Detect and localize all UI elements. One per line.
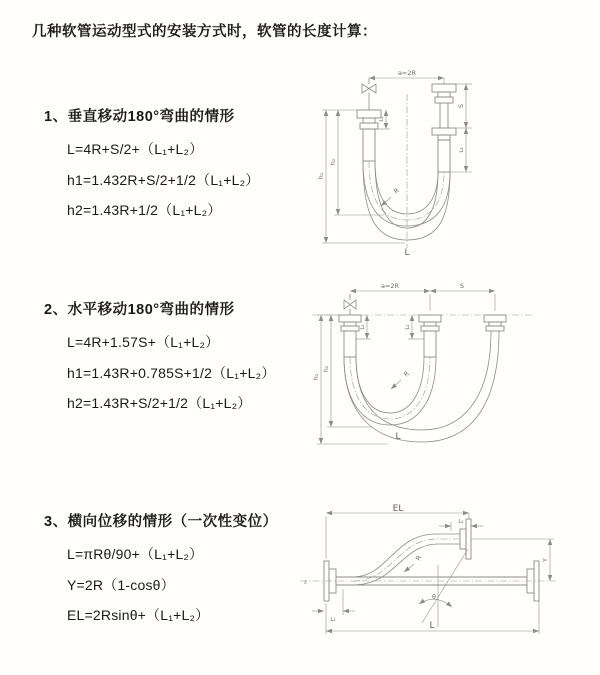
left-flange-assembly bbox=[339, 315, 361, 357]
radius-label: R bbox=[402, 369, 411, 379]
dim-l1-label: L₁ bbox=[379, 116, 385, 122]
dimension-h1 bbox=[312, 315, 388, 444]
dimension-h1 bbox=[317, 110, 405, 243]
radius-label: R bbox=[392, 186, 401, 196]
dim-h2-label: h₂ bbox=[329, 158, 337, 166]
dim-s-label: S bbox=[459, 282, 465, 290]
dimension-y bbox=[471, 539, 554, 581]
dimension-l1 bbox=[375, 110, 390, 129]
dim-l2-label: L₂ bbox=[459, 147, 465, 153]
dimension-l1 bbox=[312, 589, 355, 623]
page-title: 几种软管运动型式的安装方式时，软管的长度计算： bbox=[32, 24, 377, 40]
dim-l2-label: L₂ bbox=[405, 324, 411, 330]
section-lateral-displacement bbox=[44, 510, 278, 631]
left-flange-assembly bbox=[357, 110, 381, 161]
figure-lateral-displacement bbox=[298, 503, 566, 650]
dim-s-label: S bbox=[457, 103, 465, 109]
dimension-l1 bbox=[356, 315, 371, 339]
angle-label: θ bbox=[432, 593, 436, 601]
dim-y-label: Y bbox=[541, 558, 549, 562]
section-1-formula-h1: h1=1.432R+S/2+1/2（L₁+L₂） bbox=[67, 171, 260, 188]
dim-h1-label: h₁ bbox=[312, 373, 320, 381]
radius-label: R bbox=[414, 553, 424, 563]
braided-hose-section bbox=[344, 331, 356, 357]
dim-width-label: a=2R bbox=[380, 282, 400, 290]
right-flange-assembly bbox=[484, 315, 506, 331]
section-3-heading: 3、横向位移的情形（一次性变位） bbox=[44, 514, 278, 530]
braided-hose-section bbox=[363, 129, 375, 161]
section-3-formula-L: L=πRθ/90+（L₁+L₂） bbox=[67, 546, 204, 562]
dimension-s bbox=[430, 282, 495, 311]
dim-l2-label: L₂ bbox=[458, 519, 464, 525]
section-2-formula-h2: h2=1.43R+S/2+1/2（L₁+L₂） bbox=[67, 395, 252, 411]
figure-horizontal-180-bend bbox=[308, 281, 540, 458]
section-3-formula-EL: EL=2Rsinθ+（L₁+L₂） bbox=[67, 607, 210, 623]
braided-hose-section bbox=[438, 140, 450, 172]
braided-hose-section bbox=[424, 331, 436, 357]
radius-callout bbox=[381, 186, 401, 206]
drawing-horizontal-180-bend bbox=[308, 281, 540, 453]
middle-flange-assembly bbox=[419, 315, 441, 357]
section-1-formula-h2: h2=1.43R+1/2（L₁+L₂） bbox=[67, 202, 222, 218]
section-2-heading: 2、水平移动180°弯曲的情形 bbox=[44, 302, 235, 318]
length-label: L bbox=[429, 621, 435, 631]
section-2-formula-h1: h1=1.43R+0.785S+1/2（L₁+L₂） bbox=[67, 364, 276, 381]
section-horizontal-180-bend bbox=[44, 298, 275, 419]
dimension-width bbox=[350, 282, 430, 311]
centerline-mark: z bbox=[304, 579, 307, 586]
section-1-heading: 1、垂直移动180°弯曲的情形 bbox=[44, 109, 235, 125]
valve-icon bbox=[362, 78, 376, 110]
radius-callout bbox=[391, 369, 411, 389]
section-1-formula-L: L=4R+S/2+（L₁+L₂） bbox=[67, 141, 204, 157]
figure-vertical-180-bend bbox=[312, 64, 526, 265]
dimension-width bbox=[369, 69, 444, 84]
dim-h2-label: h₂ bbox=[322, 365, 330, 373]
section-3-formula-Y: Y=2R（1-cosθ） bbox=[67, 576, 175, 593]
dim-l1-label: L₁ bbox=[360, 324, 366, 330]
section-vertical-180-bend bbox=[44, 105, 259, 226]
dim-h1-label: h₁ bbox=[317, 172, 325, 180]
drawing-lateral-displacement bbox=[298, 503, 566, 645]
dimension-s bbox=[456, 84, 472, 128]
right-flange-assembly bbox=[432, 84, 456, 172]
hose-u-bend-original bbox=[344, 357, 436, 425]
length-label: L bbox=[404, 248, 410, 258]
section-2-formula-L: L=4R+1.57S+（L₁+L₂） bbox=[67, 334, 220, 350]
length-label: L bbox=[395, 432, 401, 442]
drawing-vertical-180-bend bbox=[312, 64, 526, 260]
valve-icon bbox=[344, 294, 356, 315]
dimension-h2 bbox=[322, 315, 372, 427]
construction-lines bbox=[422, 549, 468, 627]
dim-el-label: EL bbox=[392, 504, 404, 514]
dim-width-label: a=2R bbox=[397, 69, 417, 77]
dim-l1-label: L₁ bbox=[330, 617, 336, 623]
angle-callout bbox=[419, 593, 452, 607]
hose-u-bend-displaced bbox=[344, 331, 499, 442]
hose-u-bend bbox=[363, 161, 450, 240]
